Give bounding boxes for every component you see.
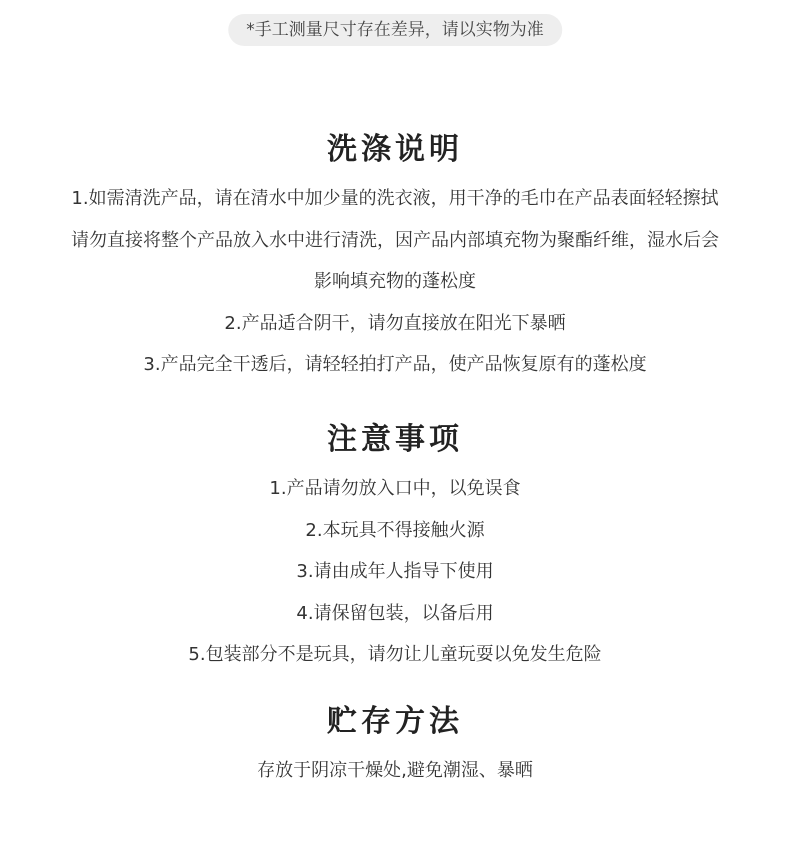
washing-line: 1.如需清洗产品，请在清水中加少量的洗衣液，用干净的毛巾在产品表面轻轻擦拭 bbox=[71, 188, 719, 209]
cautions-list bbox=[0, 468, 790, 676]
washing-instructions-section bbox=[0, 128, 790, 386]
caution-line: 2.本玩具不得接触火源 bbox=[305, 519, 485, 541]
washing-line: 3.产品完全干透后，请轻轻拍打产品，使产品恢复原有的蓬松度 bbox=[143, 354, 647, 375]
caution-line: 5.包装部分不是玩具，请勿让儿童玩耍以免发生危险 bbox=[188, 644, 602, 665]
washing-line: 影响填充物的蓬松度 bbox=[314, 271, 476, 292]
caution-line: 1.产品请勿放入口中，以免误食 bbox=[269, 478, 521, 499]
washing-line: 2.产品适合阴干，请勿直接放在阳光下暴晒 bbox=[224, 312, 566, 334]
storage-section bbox=[0, 700, 790, 792]
washing-line: 请勿直接将整个产品放入水中进行清洗，因产品内部填充物为聚酯纤维，湿水后会 bbox=[71, 229, 719, 251]
measurement-notice-badge: *手工测量尺寸存在差异，请以实物为准 bbox=[228, 14, 562, 46]
storage-title: 贮存方法 bbox=[327, 704, 463, 739]
storage-line: 存放于阴凉干燥处,避免潮湿、暴晒 bbox=[257, 760, 533, 781]
washing-instructions-list bbox=[0, 178, 790, 386]
cautions-title: 注意事项 bbox=[327, 422, 463, 457]
caution-line: 4.请保留包装，以备后用 bbox=[296, 602, 494, 624]
cautions-section bbox=[0, 418, 790, 676]
washing-instructions-title: 洗涤说明 bbox=[327, 132, 463, 167]
storage-list bbox=[0, 750, 790, 792]
caution-line: 3.请由成年人指导下使用 bbox=[296, 561, 494, 582]
